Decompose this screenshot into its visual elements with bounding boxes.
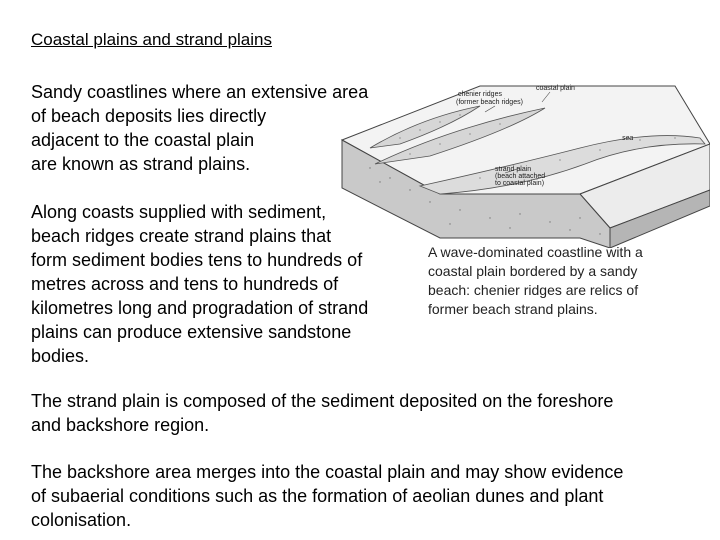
paragraph-backshore-area bbox=[31, 460, 711, 532]
text-line: Sandy coastlines where an extensive area bbox=[31, 82, 369, 102]
diagram-caption bbox=[428, 243, 698, 319]
label-coastal-plain: coastal plain bbox=[536, 85, 575, 92]
paragraph-strand-plain-composition bbox=[31, 389, 701, 437]
label-chenier-ridges-note: (former beach ridges) bbox=[456, 99, 523, 106]
text-line: of beach deposits lies directly bbox=[31, 106, 267, 126]
text-line: The strand plain is composed of the sediment deposited on the foreshore bbox=[31, 391, 614, 411]
text-line: kilometres long and progradation of strand bbox=[31, 298, 369, 318]
text-line: beach ridges create strand plains that bbox=[31, 226, 332, 246]
text-line: bodies. bbox=[31, 346, 90, 366]
label-strand-plain-note: to coastal plain) bbox=[495, 180, 545, 187]
text-line: and backshore region. bbox=[31, 415, 210, 435]
caption-line: former beach strand plains. bbox=[428, 301, 598, 317]
text-line: form sediment bodies tens to hundreds of bbox=[31, 250, 363, 270]
caption-line: A wave-dominated coastline with a bbox=[428, 244, 643, 260]
label-strand-plain: strand plain bbox=[495, 166, 532, 173]
label-sea: sea bbox=[622, 135, 634, 142]
text-line: adjacent to the coastal plain bbox=[31, 130, 255, 150]
page-title: Coastal plains and strand plains bbox=[31, 30, 272, 49]
text-line: Along coasts supplied with sediment, bbox=[31, 202, 327, 222]
label-chenier-ridges: chenier ridges bbox=[458, 91, 502, 98]
paragraph-beach-ridges bbox=[31, 200, 411, 368]
caption-line: coastal plain bordered by a sandy bbox=[428, 263, 638, 279]
caption-line: beach: chenier ridges are relics of bbox=[428, 282, 639, 298]
text-line: are known as strand plains. bbox=[31, 154, 251, 174]
text-line: metres across and tens to hundreds of bbox=[31, 274, 339, 294]
text-line: The backshore area merges into the coastal plain and may show evidence bbox=[31, 462, 624, 482]
text-line: plains can produce extensive sandstone bbox=[31, 322, 352, 342]
text-line: colonisation. bbox=[31, 510, 132, 530]
text-line: of subaerial conditions such as the formation of aeolian dunes and plant bbox=[31, 486, 604, 506]
label-strand-plain-note: (beach attached bbox=[495, 173, 546, 180]
